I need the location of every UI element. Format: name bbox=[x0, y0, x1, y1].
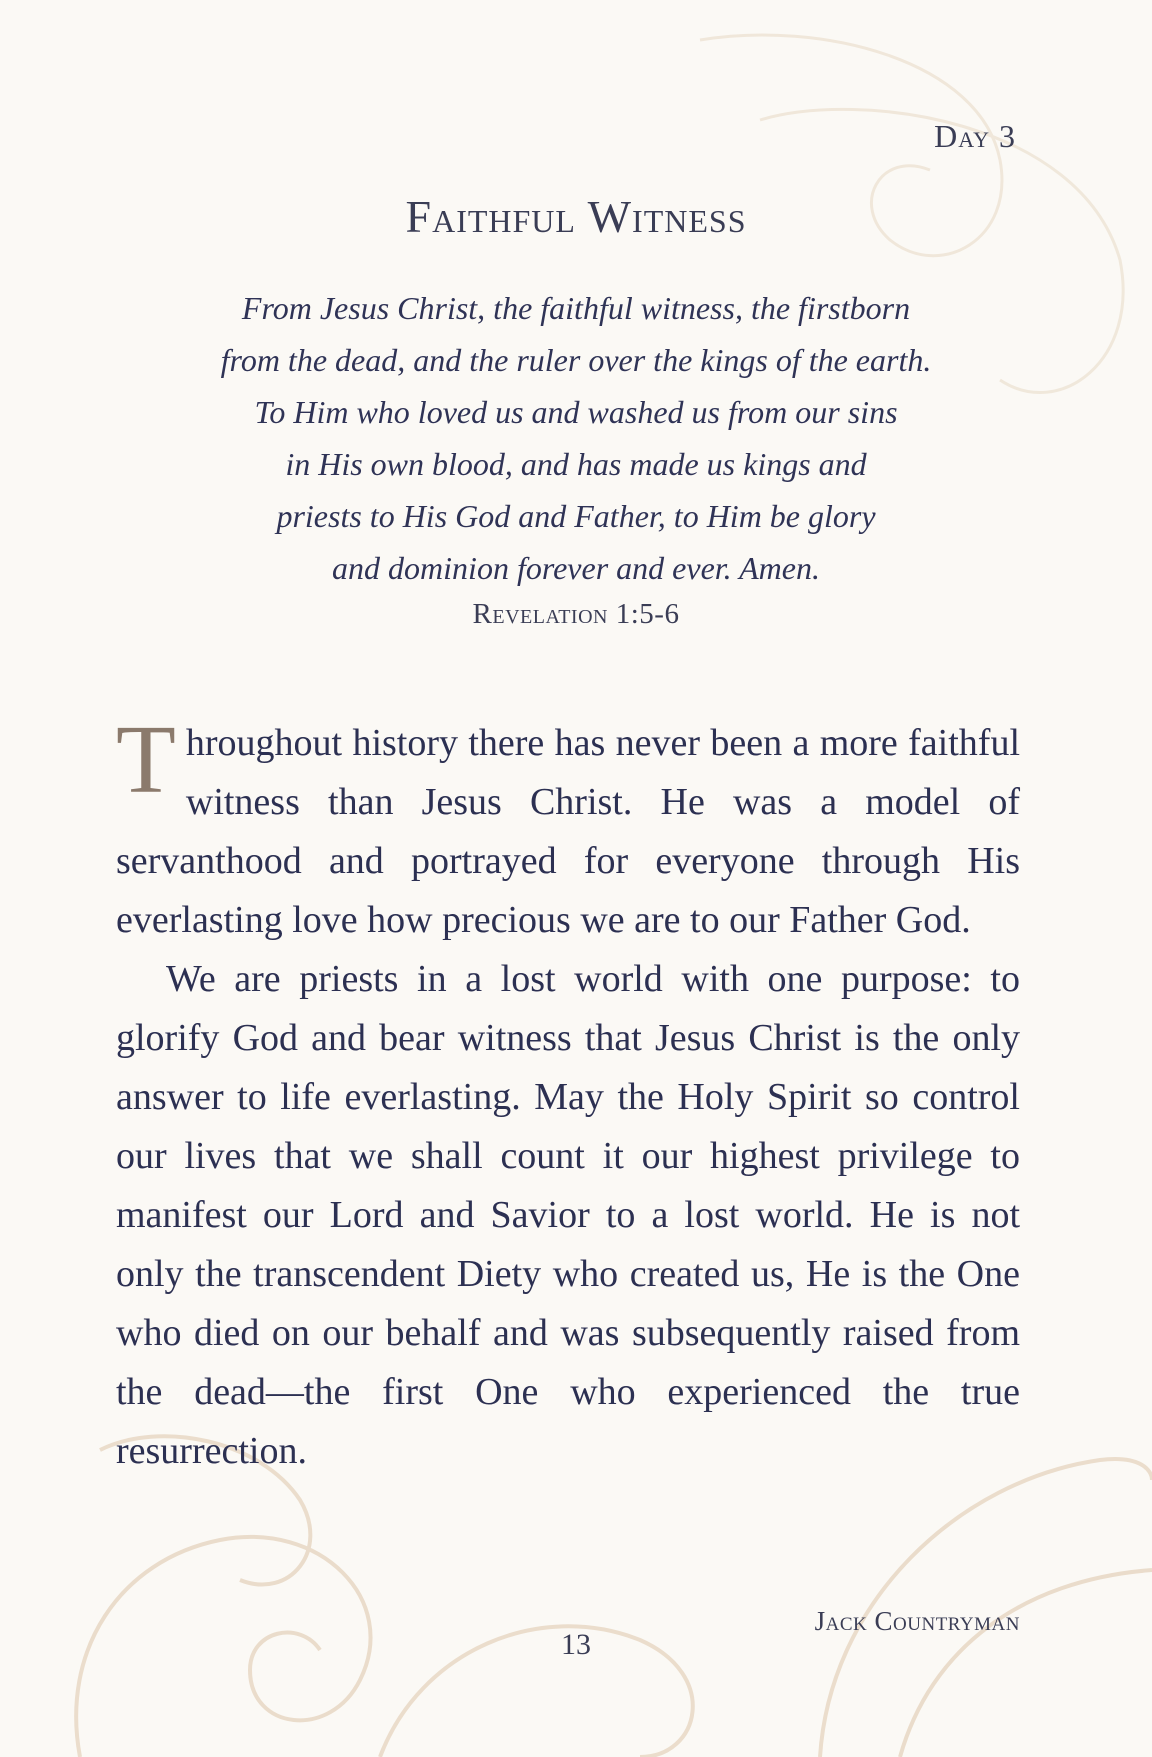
scripture-reference: Revelation 1:5-6 bbox=[472, 598, 680, 630]
paragraph-1 bbox=[116, 706, 1020, 950]
author-attribution: Jack Countryman bbox=[814, 1606, 1020, 1636]
paragraph-1-text: hroughout history there has never been a more faithful witness than Jesus Christ. He was a model of servanthood and portrayed for everyone through His everlasting love how precious we are to our Father God. bbox=[116, 722, 1020, 941]
scripture-line: in His own blood, and has made us kings and bbox=[285, 446, 867, 482]
scripture-line: and dominion forever and ever. Amen. bbox=[332, 550, 820, 586]
page-number: 13 bbox=[561, 1628, 591, 1661]
drop-cap: T bbox=[116, 706, 176, 814]
day-label: Day 3 bbox=[934, 118, 1016, 154]
scripture-quote bbox=[100, 282, 1052, 594]
scripture-line: priests to His God and Father, to Him be glory bbox=[276, 498, 876, 534]
page-title: Faithful Witness bbox=[405, 191, 747, 242]
scripture-line: from the dead, and the ruler over the kings of the earth. bbox=[220, 342, 932, 378]
scripture-line: To Him who loved us and washed us from our sins bbox=[254, 394, 898, 430]
scripture-line: From Jesus Christ, the faithful witness, the firstborn bbox=[241, 290, 911, 326]
swirl-bottom-right-2 bbox=[900, 1570, 1152, 1757]
paragraph-2: We are priests in a lost world with one purpose: to glorify God and bear witness that Jesus Christ is the only answer to life everlasting. May the Holy Spirit so control our lives that we shall count it our highest privilege to manifest our Lord and Savior to a lost world. He is not only the transcendent Diety who created us, He is the One who died on our behalf and was subsequently raised from the dead—the first One who experienced the true resurrection. bbox=[116, 958, 1020, 1472]
body-text bbox=[116, 706, 1020, 1481]
